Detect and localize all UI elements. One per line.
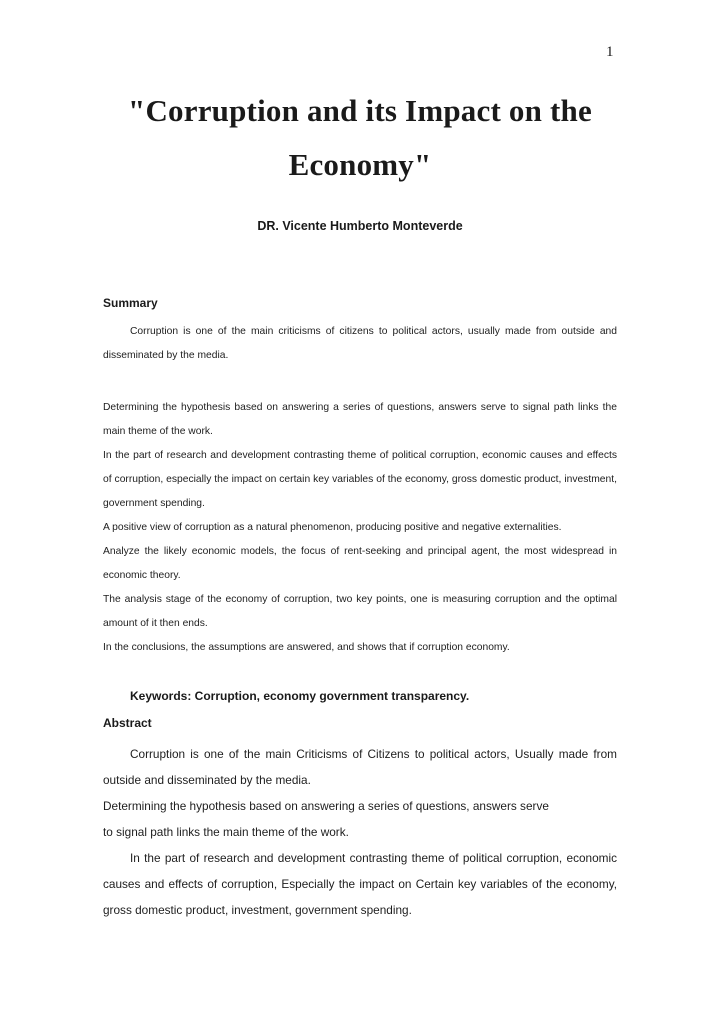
- paper-title: [100, 84, 620, 192]
- summary-paragraph: In the conclusions, the assumptions are answered, and shows that if corruption economy.: [103, 642, 510, 653]
- author-name: DR. Vicente Humberto Monteverde: [257, 219, 463, 233]
- abstract-heading: Abstract: [103, 716, 152, 730]
- title-line-1: "Corruption and its Impact on the: [128, 93, 592, 128]
- abstract-paragraph-line: Determining the hypothesis based on answering a series of questions, answers serve: [103, 799, 549, 813]
- abstract-paragraph-line: to signal path links the main theme of the work.: [103, 825, 349, 839]
- summary-paragraph: Determining the hypothesis based on answering a series of questions, answers serve to signal path links the main theme of the work.: [103, 402, 617, 437]
- summary-paragraph: In the part of research and development contrasting theme of political corruption, economic causes and effects of corruption, especially the impact on certain key variables of the economy, gross domestic product, investment, government spending.: [103, 450, 617, 509]
- abstract-paragraph: Corruption is one of the main Criticisms of Citizens to political actors, Usually made from outside and disseminated by the media.: [103, 747, 617, 787]
- abstract-body: [103, 741, 617, 923]
- summary-heading: Summary: [103, 296, 158, 310]
- summary-intro: Corruption is one of the main criticisms of citizens to political actors, usually made from outside and disseminated by the media.: [103, 326, 617, 361]
- abstract-paragraph: In the part of research and development contrasting theme of political corruption, economic causes and effects of corruption, Especially the impact on Certain key variables of the economy, gross domestic product, investment, government spending.: [103, 851, 617, 917]
- title-line-2: Economy": [288, 147, 432, 182]
- keywords-line: Keywords: Corruption, economy government transparency.: [130, 689, 470, 703]
- summary-body: [103, 396, 617, 660]
- page-number: 1: [606, 44, 614, 60]
- summary-paragraph: A positive view of corruption as a natural phenomenon, producing positive and negative externalities.: [103, 522, 562, 533]
- summary-paragraph: Analyze the likely economic models, the focus of rent-seeking and principal agent, the most widespread in economic theory.: [103, 546, 617, 581]
- summary-paragraph: The analysis stage of the economy of corruption, two key points, one is measuring corruption and the optimal amount of it then ends.: [103, 594, 617, 629]
